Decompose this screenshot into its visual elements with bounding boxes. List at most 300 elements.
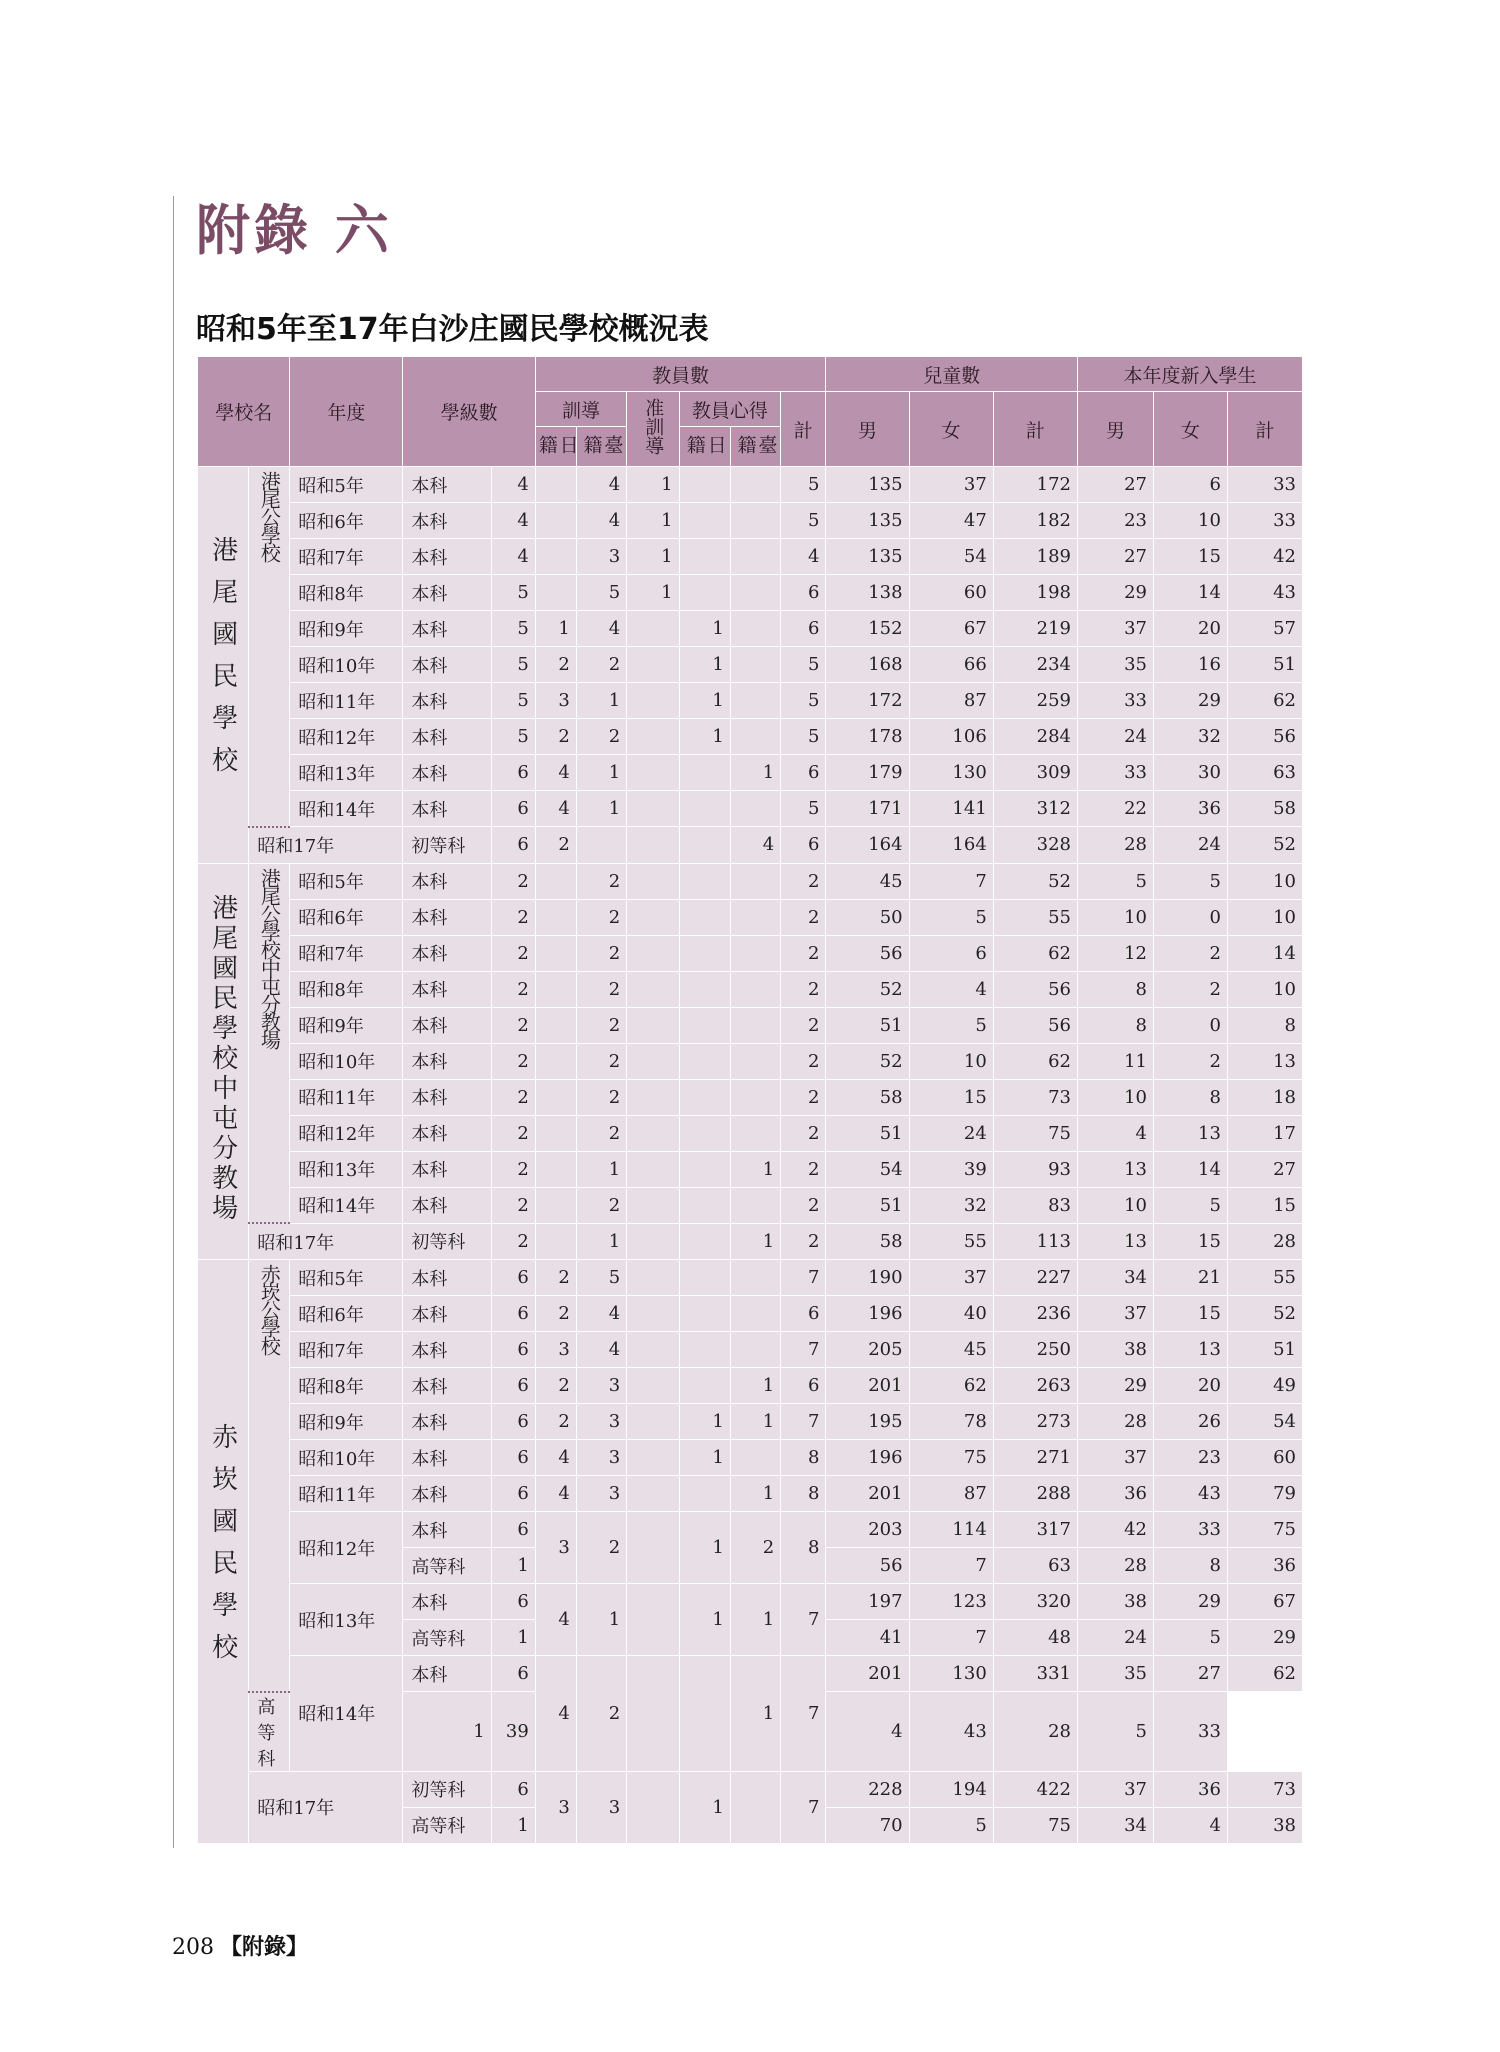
children-female-cell: 130 <box>909 1656 993 1692</box>
children-total-cell: 328 <box>993 827 1077 864</box>
header-kyoin-taiwanese: 臺籍 <box>730 427 780 467</box>
children-female-cell: 32 <box>909 1187 993 1223</box>
kyoin-japanese-cell <box>679 1043 730 1079</box>
children-total-cell: 250 <box>993 1332 1077 1368</box>
header-children-male: 男 <box>826 392 909 467</box>
teacher-total-cell: 2 <box>781 935 826 971</box>
table-row <box>198 647 1303 683</box>
children-female-cell: 7 <box>909 863 993 899</box>
new-female-cell: 36 <box>1153 1771 1227 1807</box>
jun-kundo-cell <box>627 683 679 719</box>
children-total-cell: 48 <box>993 1620 1077 1656</box>
kyoin-taiwanese-cell <box>730 1296 780 1332</box>
kundo-japanese-cell: 2 <box>535 1296 576 1332</box>
children-male-cell: 50 <box>826 899 909 935</box>
new-female-cell: 20 <box>1153 1368 1227 1404</box>
new-male-cell: 28 <box>1078 1548 1154 1584</box>
class-type-cell: 本科 <box>403 971 491 1007</box>
class-type-cell: 高等科 <box>249 1692 290 1772</box>
kundo-japanese-cell <box>535 539 576 575</box>
children-male-cell: 228 <box>826 1771 909 1807</box>
new-male-cell: 11 <box>1078 1043 1154 1079</box>
kundo-japanese-cell: 2 <box>535 647 576 683</box>
new-total-cell: 62 <box>1227 683 1302 719</box>
kyoin-japanese-cell <box>679 827 730 864</box>
children-total-cell: 83 <box>993 1187 1077 1223</box>
kyoin-japanese-cell: 1 <box>679 1440 730 1476</box>
children-male-cell: 52 <box>826 1043 909 1079</box>
jun-kundo-cell <box>627 1584 679 1656</box>
children-total-cell: 75 <box>993 1115 1077 1151</box>
new-male-cell: 33 <box>1078 755 1154 791</box>
new-male-cell: 37 <box>1078 1440 1154 1476</box>
kyoin-japanese-cell <box>679 935 730 971</box>
kyoin-taiwanese-cell <box>730 647 780 683</box>
children-male-cell: 135 <box>826 503 909 539</box>
children-total-cell: 227 <box>993 1260 1077 1296</box>
table-row <box>198 1115 1303 1151</box>
children-female-cell: 5 <box>909 1807 993 1843</box>
table-row <box>198 719 1303 755</box>
new-male-cell: 42 <box>1078 1512 1154 1548</box>
new-total-cell: 51 <box>1227 647 1302 683</box>
children-male-cell: 152 <box>826 611 909 647</box>
teacher-total-cell: 6 <box>781 827 826 864</box>
new-female-cell: 4 <box>1153 1807 1227 1843</box>
teacher-total-cell: 4 <box>781 539 826 575</box>
class-type-cell: 本科 <box>403 755 491 791</box>
kundo-japanese-cell: 3 <box>535 1332 576 1368</box>
kyoin-taiwanese-cell <box>730 467 780 503</box>
class-type-cell: 本科 <box>403 1079 491 1115</box>
year-cell: 昭和6年 <box>290 503 403 539</box>
teacher-total-cell: 2 <box>781 1007 826 1043</box>
table-row <box>198 971 1303 1007</box>
teacher-total-cell: 6 <box>781 1296 826 1332</box>
teacher-total-cell: 6 <box>781 611 826 647</box>
year-cell: 昭和14年 <box>290 1656 403 1772</box>
table-row <box>198 1007 1303 1043</box>
kyoin-taiwanese-cell: 1 <box>730 1151 780 1187</box>
header-kyoin: 教員心得 <box>679 392 781 427</box>
new-total-cell: 73 <box>1227 1771 1302 1807</box>
new-male-cell: 34 <box>1078 1260 1154 1296</box>
children-female-cell: 123 <box>909 1584 993 1620</box>
children-female-cell: 60 <box>909 575 993 611</box>
children-female-cell: 62 <box>909 1368 993 1404</box>
children-male-cell: 172 <box>826 683 909 719</box>
kyoin-taiwanese-cell <box>730 1043 780 1079</box>
children-male-cell: 58 <box>826 1079 909 1115</box>
new-total-cell: 10 <box>1227 863 1302 899</box>
jun-kundo-cell <box>627 827 679 864</box>
class-count-cell: 1 <box>403 1692 491 1772</box>
class-count-cell: 6 <box>491 1260 535 1296</box>
kyoin-japanese-cell <box>679 1332 730 1368</box>
kundo-taiwanese-cell: 3 <box>576 1368 626 1404</box>
kundo-japanese-cell: 2 <box>535 1368 576 1404</box>
children-female-cell: 40 <box>909 1296 993 1332</box>
kyoin-taiwanese-cell <box>730 1187 780 1223</box>
new-total-cell: 51 <box>1227 1332 1302 1368</box>
new-total-cell: 18 <box>1227 1079 1302 1115</box>
jun-kundo-cell <box>627 1260 679 1296</box>
table-row <box>198 1332 1303 1368</box>
teacher-total-cell: 2 <box>781 899 826 935</box>
new-total-cell: 10 <box>1227 899 1302 935</box>
new-female-cell: 5 <box>1153 863 1227 899</box>
children-female-cell: 55 <box>909 1223 993 1260</box>
new-female-cell: 33 <box>1153 1512 1227 1548</box>
new-female-cell: 29 <box>1153 683 1227 719</box>
children-male-cell: 54 <box>826 1151 909 1187</box>
class-count-cell: 2 <box>491 863 535 899</box>
header-kundo-taiwanese: 臺籍 <box>576 427 626 467</box>
table-title: 昭和5年至17年白沙庄國民學校概況表 <box>196 312 709 347</box>
kundo-taiwanese-cell: 2 <box>576 719 626 755</box>
year-cell: 昭和7年 <box>290 935 403 971</box>
children-total-cell: 273 <box>993 1404 1077 1440</box>
page-number: 208 <box>172 1935 214 1960</box>
children-total-cell: 56 <box>993 971 1077 1007</box>
children-total-cell: 52 <box>993 863 1077 899</box>
year-cell: 昭和8年 <box>290 971 403 1007</box>
year-cell: 昭和7年 <box>290 1332 403 1368</box>
teacher-total-cell: 8 <box>781 1476 826 1512</box>
table-header <box>198 357 1303 467</box>
teacher-total-cell: 2 <box>781 1043 826 1079</box>
new-total-cell: 67 <box>1227 1584 1302 1620</box>
children-total-cell: 288 <box>993 1476 1077 1512</box>
class-count-cell: 6 <box>491 1332 535 1368</box>
class-count-cell: 6 <box>491 1512 535 1548</box>
kyoin-taiwanese-cell <box>730 863 780 899</box>
jun-kundo-cell <box>627 1404 679 1440</box>
new-female-cell: 10 <box>1153 503 1227 539</box>
jun-kundo-cell <box>627 1043 679 1079</box>
year-cell: 昭和17年 <box>249 1223 403 1260</box>
kyoin-japanese-cell <box>679 899 730 935</box>
new-female-cell: 13 <box>1153 1115 1227 1151</box>
year-cell: 昭和5年 <box>290 1260 403 1296</box>
kyoin-japanese-cell <box>679 791 730 827</box>
kundo-taiwanese-cell: 4 <box>576 1296 626 1332</box>
children-female-cell: 24 <box>909 1115 993 1151</box>
teacher-total-cell: 2 <box>781 863 826 899</box>
table-row <box>198 899 1303 935</box>
children-female-cell: 106 <box>909 719 993 755</box>
year-cell: 昭和7年 <box>290 539 403 575</box>
teacher-total-cell: 6 <box>781 575 826 611</box>
children-total-cell: 55 <box>993 899 1077 935</box>
children-male-cell: 135 <box>826 467 909 503</box>
kundo-japanese-cell: 3 <box>535 1512 576 1584</box>
new-total-cell: 75 <box>1227 1512 1302 1548</box>
children-male-cell: 201 <box>826 1368 909 1404</box>
class-type-cell: 本科 <box>403 935 491 971</box>
kundo-japanese-cell: 4 <box>535 791 576 827</box>
new-male-cell: 23 <box>1078 503 1154 539</box>
children-total-cell: 43 <box>909 1692 993 1772</box>
class-type-cell: 高等科 <box>403 1807 491 1843</box>
kundo-taiwanese-cell: 2 <box>576 1007 626 1043</box>
class-type-cell: 本科 <box>403 1007 491 1043</box>
new-male-cell: 8 <box>1078 971 1154 1007</box>
teacher-total-cell: 2 <box>781 1115 826 1151</box>
kundo-japanese-cell <box>535 1007 576 1043</box>
new-male-cell: 10 <box>1078 1079 1154 1115</box>
kyoin-taiwanese-cell <box>730 971 780 1007</box>
new-male-cell: 13 <box>1078 1223 1154 1260</box>
kyoin-taiwanese-cell <box>730 1440 780 1476</box>
kyoin-taiwanese-cell: 1 <box>730 755 780 791</box>
new-total-cell: 13 <box>1227 1043 1302 1079</box>
class-type-cell: 本科 <box>403 1476 491 1512</box>
class-count-cell: 1 <box>491 1548 535 1584</box>
children-female-cell: 6 <box>909 935 993 971</box>
class-count-cell: 2 <box>491 1007 535 1043</box>
children-male-cell: 51 <box>826 1115 909 1151</box>
kyoin-taiwanese-cell <box>730 1115 780 1151</box>
children-male-cell: 45 <box>826 863 909 899</box>
children-total-cell: 309 <box>993 755 1077 791</box>
class-count-cell: 6 <box>491 791 535 827</box>
kundo-japanese-cell <box>535 1151 576 1187</box>
table-row <box>198 1187 1303 1223</box>
year-cell: 昭和11年 <box>290 1476 403 1512</box>
new-total-cell: 33 <box>1227 503 1302 539</box>
kyoin-taiwanese-cell: 1 <box>730 1368 780 1404</box>
jun-kundo-cell <box>627 647 679 683</box>
children-female-cell: 37 <box>909 1260 993 1296</box>
class-type-cell: 初等科 <box>403 1771 491 1807</box>
jun-kundo-cell: 1 <box>627 467 679 503</box>
new-total-cell: 57 <box>1227 611 1302 647</box>
kundo-japanese-cell: 4 <box>535 1476 576 1512</box>
kyoin-taiwanese-cell <box>730 1007 780 1043</box>
teacher-total-cell: 2 <box>781 1187 826 1223</box>
teacher-total-cell: 7 <box>781 1584 826 1656</box>
kyoin-japanese-cell <box>679 1187 730 1223</box>
table-row <box>198 611 1303 647</box>
class-type-cell: 本科 <box>403 1151 491 1187</box>
new-total-cell: 55 <box>1227 1260 1302 1296</box>
new-female-cell: 14 <box>1153 575 1227 611</box>
kundo-taiwanese-cell: 2 <box>576 1656 626 1772</box>
kundo-taiwanese-cell: 2 <box>576 971 626 1007</box>
year-cell: 昭和10年 <box>290 1440 403 1476</box>
year-cell: 昭和9年 <box>290 1404 403 1440</box>
page-footer <box>172 1930 308 1961</box>
jun-kundo-cell <box>627 1440 679 1476</box>
table-row <box>198 1476 1303 1512</box>
new-male-cell: 24 <box>1078 1620 1154 1656</box>
children-female-cell: 15 <box>909 1079 993 1115</box>
new-female-cell: 29 <box>1153 1584 1227 1620</box>
kundo-taiwanese-cell: 2 <box>576 1512 626 1584</box>
class-count-cell: 2 <box>491 1115 535 1151</box>
table-row <box>198 1296 1303 1332</box>
table-row <box>198 1656 1303 1692</box>
new-total-cell: 33 <box>1227 467 1302 503</box>
jun-kundo-cell <box>627 899 679 935</box>
jun-kundo-cell <box>627 1656 679 1772</box>
kyoin-taiwanese-cell: 1 <box>730 1476 780 1512</box>
year-cell: 昭和6年 <box>290 1296 403 1332</box>
kundo-japanese-cell: 4 <box>535 1656 576 1772</box>
class-type-cell: 高等科 <box>403 1548 491 1584</box>
table-row <box>198 503 1303 539</box>
children-total-cell: 422 <box>993 1771 1077 1807</box>
class-type-cell: 本科 <box>403 503 491 539</box>
children-male-cell: 52 <box>826 971 909 1007</box>
new-male-cell: 12 <box>1078 935 1154 971</box>
new-male-cell: 10 <box>1078 899 1154 935</box>
new-male-cell: 4 <box>1078 1115 1154 1151</box>
children-total-cell: 63 <box>993 1548 1077 1584</box>
class-count-cell: 2 <box>491 1079 535 1115</box>
new-female-cell: 30 <box>1153 755 1227 791</box>
children-female-cell: 45 <box>909 1332 993 1368</box>
class-count-cell: 6 <box>491 1440 535 1476</box>
kyoin-japanese-cell <box>679 467 730 503</box>
children-total-cell: 62 <box>993 935 1077 971</box>
class-count-cell: 2 <box>491 899 535 935</box>
children-total-cell: 219 <box>993 611 1077 647</box>
class-count-cell: 5 <box>491 683 535 719</box>
children-female-cell: 141 <box>909 791 993 827</box>
jun-kundo-cell <box>627 1115 679 1151</box>
school-name-cell: 港尾國民學校中屯分教場 <box>198 863 249 1260</box>
kundo-japanese-cell <box>535 1043 576 1079</box>
header-new-female: 女 <box>1153 392 1227 467</box>
new-female-cell: 13 <box>1153 1332 1227 1368</box>
children-total-cell: 182 <box>993 503 1077 539</box>
children-total-cell: 317 <box>993 1512 1077 1548</box>
jun-kundo-cell <box>627 1223 679 1260</box>
children-female-cell: 67 <box>909 611 993 647</box>
kundo-taiwanese-cell <box>576 827 626 864</box>
class-type-cell: 本科 <box>403 899 491 935</box>
kyoin-taiwanese-cell <box>730 899 780 935</box>
new-total-cell: 49 <box>1227 1368 1302 1404</box>
kundo-japanese-cell: 4 <box>535 1584 576 1656</box>
children-male-cell: 205 <box>826 1332 909 1368</box>
kundo-taiwanese-cell: 5 <box>576 1260 626 1296</box>
children-male-cell: 196 <box>826 1296 909 1332</box>
class-count-cell: 6 <box>491 1296 535 1332</box>
kyoin-japanese-cell <box>679 575 730 611</box>
children-female-cell: 10 <box>909 1043 993 1079</box>
children-total-cell: 93 <box>993 1151 1077 1187</box>
new-total-cell: 36 <box>1227 1548 1302 1584</box>
kyoin-japanese-cell <box>679 503 730 539</box>
header-new-total: 計 <box>1227 392 1302 467</box>
header-kyoin-japanese: 日籍 <box>679 427 730 467</box>
teacher-total-cell: 8 <box>781 1512 826 1584</box>
year-cell: 昭和14年 <box>290 791 403 827</box>
former-school-name-cell: 港尾公學校中屯分教場 <box>249 863 290 1223</box>
children-male-cell: 51 <box>826 1187 909 1223</box>
teacher-total-cell: 5 <box>781 467 826 503</box>
kyoin-japanese-cell <box>679 1368 730 1404</box>
kundo-taiwanese-cell: 3 <box>576 1476 626 1512</box>
year-cell: 昭和10年 <box>290 1043 403 1079</box>
new-female-cell: 14 <box>1153 1151 1227 1187</box>
children-male-cell: 39 <box>491 1692 535 1772</box>
teacher-total-cell: 2 <box>781 1079 826 1115</box>
kundo-taiwanese-cell: 5 <box>576 575 626 611</box>
year-cell: 昭和12年 <box>290 1512 403 1584</box>
new-total-cell: 17 <box>1227 1115 1302 1151</box>
kyoin-taiwanese-cell: 1 <box>730 1404 780 1440</box>
kyoin-japanese-cell <box>679 1476 730 1512</box>
kyoin-taiwanese-cell <box>730 719 780 755</box>
kyoin-taiwanese-cell: 4 <box>730 827 780 864</box>
kyoin-japanese-cell: 1 <box>679 647 730 683</box>
kyoin-japanese-cell <box>679 1223 730 1260</box>
new-female-cell: 0 <box>1153 899 1227 935</box>
new-total-cell: 29 <box>1227 1620 1302 1656</box>
kundo-taiwanese-cell: 4 <box>576 467 626 503</box>
kyoin-taiwanese-cell <box>730 611 780 647</box>
new-total-cell: 54 <box>1227 1404 1302 1440</box>
class-count-cell: 5 <box>491 575 535 611</box>
jun-kundo-cell <box>627 1151 679 1187</box>
kundo-taiwanese-cell: 1 <box>576 1223 626 1260</box>
new-female-cell: 2 <box>1153 1043 1227 1079</box>
children-female-cell: 164 <box>909 827 993 864</box>
kyoin-japanese-cell <box>679 863 730 899</box>
class-count-cell: 4 <box>491 467 535 503</box>
class-type-cell: 本科 <box>403 1115 491 1151</box>
kyoin-taiwanese-cell <box>730 1332 780 1368</box>
children-total-cell: 234 <box>993 647 1077 683</box>
children-female-cell: 4 <box>909 971 993 1007</box>
kundo-japanese-cell: 1 <box>535 611 576 647</box>
children-total-cell: 113 <box>993 1223 1077 1260</box>
children-total-cell: 189 <box>993 539 1077 575</box>
new-female-cell: 15 <box>1153 539 1227 575</box>
kundo-taiwanese-cell: 1 <box>576 755 626 791</box>
new-female-cell: 2 <box>1153 935 1227 971</box>
jun-kundo-cell <box>627 1368 679 1404</box>
class-count-cell: 6 <box>491 827 535 864</box>
kundo-taiwanese-cell: 2 <box>576 1187 626 1223</box>
kyoin-japanese-cell: 1 <box>679 1512 730 1584</box>
header-classes: 學級數 <box>403 357 535 467</box>
kundo-japanese-cell: 3 <box>535 1771 576 1843</box>
kundo-taiwanese-cell: 2 <box>576 863 626 899</box>
jun-kundo-cell <box>627 1512 679 1584</box>
table-row <box>198 1151 1303 1187</box>
appendix-heading: 附錄 六 <box>196 198 393 262</box>
children-male-cell: 197 <box>826 1584 909 1620</box>
table-row <box>198 935 1303 971</box>
year-cell: 昭和13年 <box>290 755 403 791</box>
new-male-cell: 37 <box>1078 1771 1154 1807</box>
kyoin-taiwanese-cell: 1 <box>730 1223 780 1260</box>
new-female-cell: 6 <box>1153 467 1227 503</box>
table-row <box>198 539 1303 575</box>
school-name-cell: 港尾國民學校 <box>198 467 249 864</box>
teacher-total-cell: 5 <box>781 683 826 719</box>
children-total-cell: 56 <box>993 1007 1077 1043</box>
new-total-cell: 10 <box>1227 971 1302 1007</box>
kundo-taiwanese-cell: 4 <box>576 503 626 539</box>
children-male-cell: 190 <box>826 1260 909 1296</box>
kyoin-taiwanese-cell <box>730 791 780 827</box>
